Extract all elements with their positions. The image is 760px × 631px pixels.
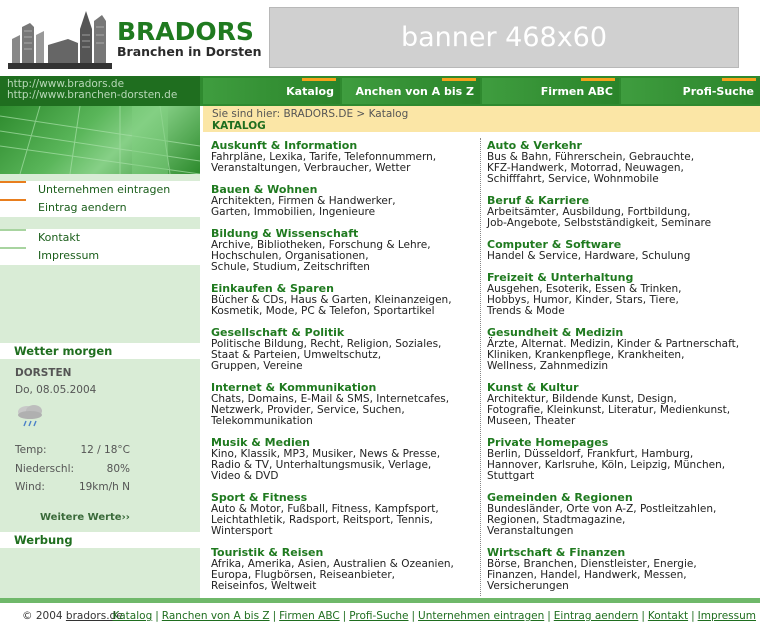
footer-link-profi-suche[interactable]: Profi-Suche — [349, 610, 409, 622]
weather-date: Do, 08.05.2004 — [15, 384, 97, 396]
weather-rain-row — [15, 463, 185, 475]
category-desc: Video & DVD — [211, 470, 279, 482]
rain-cloud-icon — [15, 402, 45, 430]
category-desc: Telekommunikation — [211, 415, 313, 427]
category-title-link[interactable]: Sport & Fitness — [211, 491, 308, 504]
category-desc: Radio & TV, Unterhaltungsmusik, Verlage, — [211, 459, 432, 471]
category-desc: Museen, Theater — [487, 415, 576, 427]
sidebar-item-impressum[interactable] — [0, 247, 200, 265]
footer-link-eintrag-aendern[interactable]: Eintrag aendern — [553, 610, 639, 622]
category-desc: Trends & Mode — [487, 305, 565, 317]
category-desc: Hochschulen, Organisationen, — [211, 250, 369, 262]
menu-marker — [0, 229, 26, 231]
category-title-link[interactable]: Computer & Software — [487, 238, 622, 251]
category-desc: Chats, Domains, E-Mail & SMS, Internetcafes, — [211, 393, 450, 405]
category-title-link[interactable]: Einkaufen & Sparen — [211, 282, 334, 295]
tab-profi-suche[interactable] — [621, 78, 760, 104]
temp-label: Temp: — [15, 444, 47, 456]
tab-accent — [581, 78, 615, 81]
sidebar-item-label: Impressum — [38, 249, 100, 262]
category-desc: Stuttgart — [487, 470, 535, 482]
category-desc: Arbeitsämter, Ausbildung, Fortbildung, — [487, 206, 691, 218]
category-desc: Auto & Motor, Fußball, Fitness, Kampfsport, — [211, 503, 439, 515]
category-title-link[interactable]: Private Homepages — [487, 436, 609, 449]
main-navigation — [0, 76, 760, 106]
category-title-link[interactable]: Internet & Kommunikation — [211, 381, 377, 394]
grid-graphic-icon — [0, 106, 200, 174]
category-desc: Fotografie, Kleinkunst, Literatur, Medienkunst, — [487, 404, 731, 416]
breadcrumb-prefix: Sie sind hier: — [212, 108, 284, 120]
tab-accent — [302, 78, 336, 81]
category-desc: Wintersport — [211, 525, 273, 537]
category-desc: Kliniken, Krankenpflege, Krankheiten, — [487, 349, 685, 361]
weather-panel — [0, 360, 200, 536]
category-title-link[interactable]: Musik & Medien — [211, 436, 311, 449]
sidebar-item-kontakt[interactable] — [0, 229, 200, 247]
category-title-link[interactable]: Auskunft & Information — [211, 139, 358, 152]
category-desc: Veranstaltungen, Verbraucher, Wetter — [211, 162, 411, 174]
category-desc: Bücher & CDs, Haus & Garten, Kleinanzeigen, — [211, 294, 452, 306]
footer-separator: | — [272, 610, 277, 622]
footer-link-katalog[interactable]: Katalog — [112, 610, 153, 622]
footer-link-unternehmen-eintragen[interactable]: Unternehmen eintragen — [418, 610, 545, 622]
category-desc: Archive, Bibliotheken, Forschung & Lehre, — [211, 239, 431, 251]
menu-marker — [0, 199, 26, 201]
sidebar-item-label: Unternehmen eintragen — [38, 183, 171, 196]
category-desc: Europa, Flugbörsen, Reiseanbieter, — [211, 569, 396, 581]
breadcrumb — [203, 106, 760, 132]
category-desc: Börse, Branchen, Dienstleister, Energie, — [487, 558, 697, 570]
footer-separator: | — [155, 610, 159, 622]
menu-marker — [0, 247, 26, 249]
copyright-site-link[interactable]: bradors.de — [65, 610, 123, 622]
category-desc: Kosmetik, Mode, PC & Telefon, Sportartikel — [211, 305, 435, 317]
category-title-link[interactable]: Gesellschaft & Politik — [211, 326, 345, 339]
category-gemeinden — [487, 492, 757, 537]
weather-city: DORSTEN — [15, 367, 72, 379]
category-musik — [211, 437, 481, 482]
tab-accent — [442, 78, 476, 81]
category-desc: Fahrpläne, Lexika, Tarife, Telefonnummern, — [211, 151, 437, 163]
category-desc: Netzwerk, Provider, Service, Suchen, — [211, 404, 405, 416]
category-desc: Job-Angebote, Selbstständigkeit, Seminare — [487, 217, 712, 229]
category-title-link[interactable]: Auto & Verkehr — [487, 139, 582, 152]
breadcrumb-link[interactable]: BRADORS.DE > Katalog — [283, 108, 409, 120]
footer-links — [113, 610, 756, 622]
category-desc: Ärzte, Alternat. Medizin, Kinder & Partnerschaft, — [487, 338, 740, 350]
category-desc: Bus & Bahn, Führerschein, Gebrauchte, — [487, 151, 695, 163]
weather-wind-row — [15, 481, 185, 493]
tab-accent — [722, 78, 756, 81]
footer-link-impressum[interactable]: Impressum — [697, 610, 756, 622]
tab-firmen-abc[interactable] — [482, 78, 619, 104]
sidebar-item-label: Eintrag aendern — [38, 201, 127, 214]
category-auskunft — [211, 140, 481, 174]
url-line: http://www.branchen-dorsten.de — [7, 89, 178, 101]
rain-label: Niederschl: — [15, 463, 75, 475]
footer-separator: | — [342, 610, 347, 622]
category-title-link[interactable]: Gesundheit & Medizin — [487, 326, 624, 339]
tab-katalog[interactable] — [203, 78, 340, 104]
category-bauen — [211, 184, 481, 218]
site-subtitle: Branchen in Dorsten — [117, 44, 262, 59]
category-desc: Regionen, Stadtmagazine, — [487, 514, 626, 526]
category-desc: Versicherungen — [487, 580, 569, 592]
category-private-homepages — [487, 437, 757, 482]
category-gesellschaft — [211, 327, 481, 372]
category-desc: Leichtathletik, Radsport, Reitsport, Tennis, — [211, 514, 433, 526]
footer-separator: | — [691, 610, 695, 622]
category-title-link[interactable]: Wirtschaft & Finanzen — [487, 546, 626, 559]
category-desc: Afrika, Amerika, Asien, Australien & Ozeanien, — [211, 558, 454, 570]
more-weather-link[interactable]: Weitere Werte›› — [40, 512, 130, 523]
category-beruf — [487, 195, 757, 229]
category-computer — [487, 239, 757, 262]
category-desc: Wellness, Zahnmedizin — [487, 360, 609, 372]
tab-label: Firmen ABC — [540, 84, 613, 98]
rain-value: 80% — [106, 463, 130, 475]
category-desc: Veranstaltungen — [487, 525, 574, 537]
category-desc: Hannover, Karlsruhe, Köln, Leipzig, München, — [487, 459, 726, 471]
wind-value: 19km/h N — [78, 481, 130, 493]
sidebar-item-eintrag-aendern[interactable] — [0, 199, 200, 217]
page-title: KATALOG — [212, 120, 266, 132]
category-einkaufen — [211, 283, 481, 317]
category-desc: Architektur, Bildende Kunst, Design, — [487, 393, 677, 405]
category-desc: Schule, Studium, Zeitschriften — [211, 261, 370, 273]
category-desc: Finanzen, Handel, Handwerk, Messen, — [487, 569, 687, 581]
city-skyline-logo-icon — [8, 5, 112, 69]
category-desc: Architekten, Firmen & Handwerker, — [211, 195, 396, 207]
weather-temp-row — [15, 444, 185, 456]
menu-marker — [0, 181, 26, 183]
sidebar-item-unternehmen-eintragen[interactable] — [0, 181, 200, 199]
footer-separator: | — [547, 610, 551, 622]
category-desc: Ausgehen, Esoterik, Essen & Trinken, — [487, 283, 682, 295]
tab-label: Katalog — [286, 84, 334, 98]
category-title-link[interactable]: Kunst & Kultur — [487, 381, 579, 394]
breadcrumb-path — [212, 108, 751, 120]
sidebar-item-label: Kontakt — [38, 231, 81, 244]
werbung-heading: Werbung — [0, 532, 200, 548]
copyright — [22, 610, 123, 622]
temp-value: 12 / 18°C — [80, 444, 130, 456]
site-title: BRADORS — [117, 17, 254, 46]
category-bildung — [211, 228, 481, 273]
footer-separator: | — [411, 610, 416, 622]
category-desc: Garten, Immobilien, Ingenieure — [211, 206, 376, 218]
category-desc: Bundesländer, Orte von A-Z, Postleitzahlen, — [487, 503, 717, 515]
url-line: http://www.bradors.de — [7, 78, 125, 90]
category-title-link[interactable]: Touristik & Reisen — [211, 546, 324, 559]
category-touristik — [211, 547, 481, 592]
footer-link-branchen-a-z[interactable]: Ranchen von A bis Z — [161, 610, 270, 622]
category-kunst — [487, 382, 757, 427]
tab-branchen-a-z[interactable] — [342, 78, 480, 104]
category-auto — [487, 140, 757, 185]
category-desc: Berlin, Düsseldorf, Frankfurt, Hamburg, — [487, 448, 694, 460]
wind-label: Wind: — [15, 481, 45, 493]
category-desc: Kino, Klassik, MP3, Musiker, News & Presse, — [211, 448, 441, 460]
footer-divider — [0, 598, 760, 603]
category-title-link[interactable]: Bildung & Wissenschaft — [211, 227, 359, 240]
category-gesundheit — [487, 327, 757, 372]
category-sport — [211, 492, 481, 537]
sidebar — [0, 106, 200, 598]
category-title-link[interactable]: Gemeinden & Regionen — [487, 491, 633, 504]
category-title-link[interactable]: Beruf & Karriere — [487, 194, 590, 207]
category-desc: Schifffahrt, Service, Wohnmobile — [487, 173, 659, 185]
banner-ad[interactable]: banner 468x60 — [269, 7, 739, 68]
weather-heading: Wetter morgen — [0, 343, 200, 359]
category-desc: Handel & Service, Hardware, Schulung — [487, 250, 691, 262]
category-desc: Hobbys, Humor, Kinder, Stars, Tiere, — [487, 294, 679, 306]
category-title-link[interactable]: Freizeit & Unterhaltung — [487, 271, 634, 284]
tab-label: Anchen von A bis Z — [355, 84, 474, 98]
sidebar-graphic — [0, 106, 200, 174]
category-desc: Reiseinfos, Weltweit — [211, 580, 317, 592]
header — [0, 0, 760, 76]
footer-link-firmen-abc[interactable]: Firmen ABC — [279, 610, 340, 622]
category-desc: Politische Bildung, Recht, Religion, Soziales, — [211, 338, 442, 350]
category-wirtschaft — [487, 547, 757, 592]
category-desc: Gruppen, Vereine — [211, 360, 303, 372]
url-box — [0, 76, 200, 106]
copyright-prefix: © 2004 — [22, 610, 66, 622]
category-title-link[interactable]: Bauen & Wohnen — [211, 183, 318, 196]
category-desc: Staat & Parteien, Umweltschutz, — [211, 349, 382, 361]
footer-link-kontakt[interactable]: Kontakt — [647, 610, 689, 622]
tab-label: Profi-Suche — [682, 84, 754, 98]
category-internet — [211, 382, 481, 427]
footer-separator: | — [641, 610, 645, 622]
category-desc: KFZ-Handwerk, Motorrad, Neuwagen, — [487, 162, 684, 174]
category-freizeit — [487, 272, 757, 317]
